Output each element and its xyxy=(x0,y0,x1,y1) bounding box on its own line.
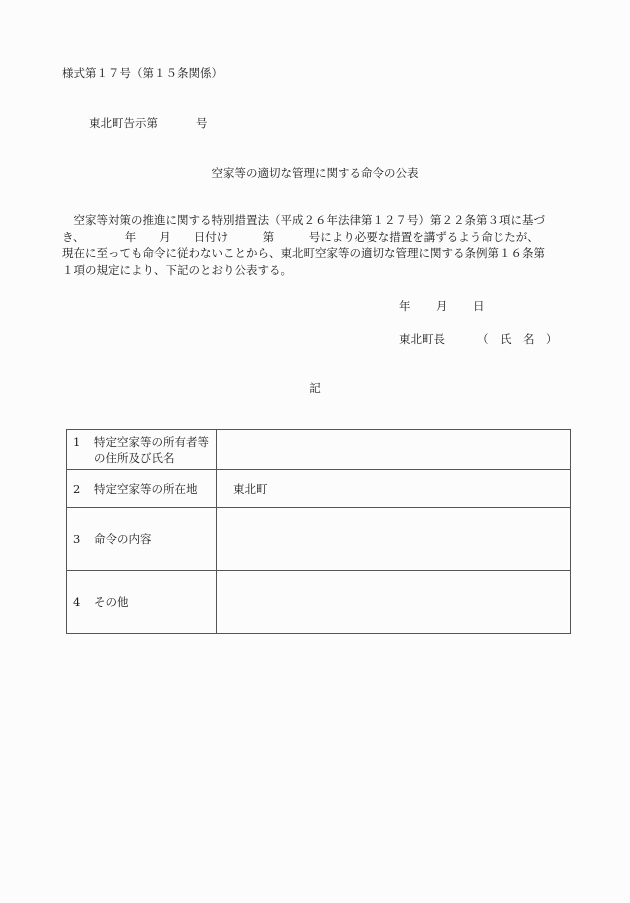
body-paragraph xyxy=(62,212,582,278)
body-line: き、 年 月 日付け 第 号により必要な措置を講ずるよう命じたが、 xyxy=(62,229,539,244)
table-row xyxy=(67,571,571,634)
signatory-line xyxy=(399,331,558,347)
row-label-cell xyxy=(67,508,217,571)
table-row xyxy=(67,470,571,508)
notice-number xyxy=(89,115,208,131)
row-number: 4 xyxy=(73,595,81,609)
row-label-cell xyxy=(67,430,217,470)
body-line: １項の規定により、下記のとおり公表する。 xyxy=(62,262,292,277)
row-label-cell xyxy=(67,571,217,634)
date-year: 年 xyxy=(399,299,411,313)
body-line: 現在に至っても命令に従わないことから、東北町空家等の適切な管理に関する条例第１６条第 xyxy=(62,246,545,260)
row-value-cell xyxy=(217,430,571,470)
date-day: 日 xyxy=(473,299,485,313)
row-label-cell xyxy=(67,470,217,508)
notice-number-prefix: 東北町告示第 xyxy=(89,116,158,130)
body-line: 空家等対策の推進に関する特別措置法（平成２６年法律第１２７号）第２２条第３項に基づ xyxy=(62,213,545,227)
row-value-cell xyxy=(217,571,571,634)
signatory-title: 東北町長 xyxy=(399,332,445,346)
row-label: 命令の内容 xyxy=(94,532,152,546)
notice-number-suffix: 号 xyxy=(196,116,208,130)
document-title: 空家等の適切な管理に関する命令の公表 xyxy=(211,166,419,180)
ki-heading: 記 xyxy=(309,381,321,395)
table-row xyxy=(67,430,571,470)
row-number: 3 xyxy=(73,532,81,546)
row-number: 1 xyxy=(73,434,81,449)
row-value-cell xyxy=(217,508,571,571)
records-table xyxy=(66,429,571,634)
form-number: 様式第１７号（第１５条関係） xyxy=(62,66,223,80)
table-row xyxy=(67,508,571,571)
row-label: 特定空家等の所有者等の住所及び氏名 xyxy=(94,434,209,465)
row-value-cell: 東北町 xyxy=(217,470,571,508)
date-month: 月 xyxy=(436,299,448,313)
date-line xyxy=(399,298,485,314)
signatory-name: （ 氏 名 ） xyxy=(477,332,558,346)
row-number: 2 xyxy=(73,481,81,496)
row-label: その他 xyxy=(94,595,129,609)
row-label: 特定空家等の所在地 xyxy=(94,481,198,496)
